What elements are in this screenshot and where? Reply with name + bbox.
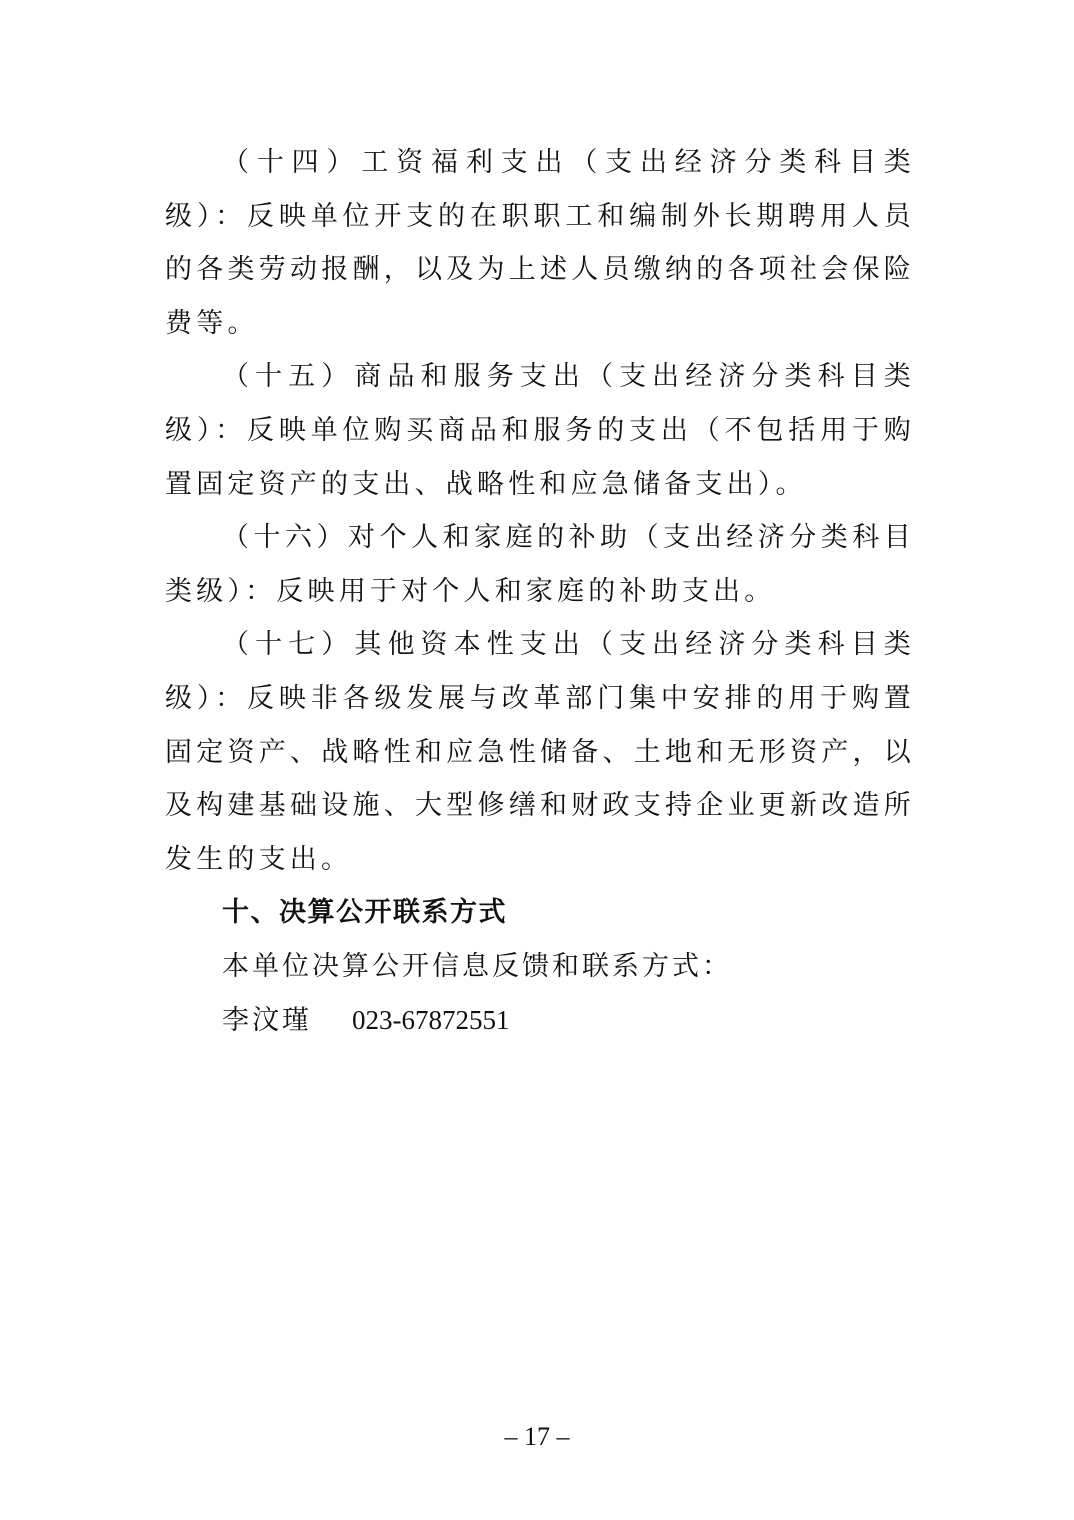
- contact-phone: 023-67872551: [352, 1004, 510, 1035]
- contact-name: 李汶瑾: [222, 1004, 312, 1036]
- contact-line: [165, 994, 915, 1048]
- page-content: [165, 136, 915, 1047]
- contact-intro: 本单位决算公开信息反馈和联系方式：: [222, 950, 732, 982]
- paragraph-goods-services: （十五）商品和服务支出（支出经济分类科目类级）：反映单位购买商品和服务的支出（不包括用于购置固定资产的支出、战略性和应急储备支出）。: [165, 361, 915, 500]
- paragraph-household-subsidy: （十六）对个人和家庭的补助（支出经济分类科目类级）：反映用于对个人和家庭的补助支出。: [165, 522, 915, 607]
- paragraph-wage-welfare: （十四）工资福利支出（支出经济分类科目类级）：反映单位开支的在职职工和编制外长期聘用人员的各类劳动报酬，以及为上述人员缴纳的各项社会保险费等。: [165, 147, 915, 339]
- section-heading-contact: 十、决算公开联系方式: [222, 897, 507, 929]
- paragraph-other-capital: （十七）其他资本性支出（支出经济分类科目类级）：反映非各级发展与改革部门集中安排的用于购置固定资产、战略性和应急性储备、土地和无形资产，以及构建基础设施、大型修缮和财政支持企业更新改造所发生的支出。: [165, 629, 915, 875]
- page-number: – 17 –: [504, 1422, 570, 1451]
